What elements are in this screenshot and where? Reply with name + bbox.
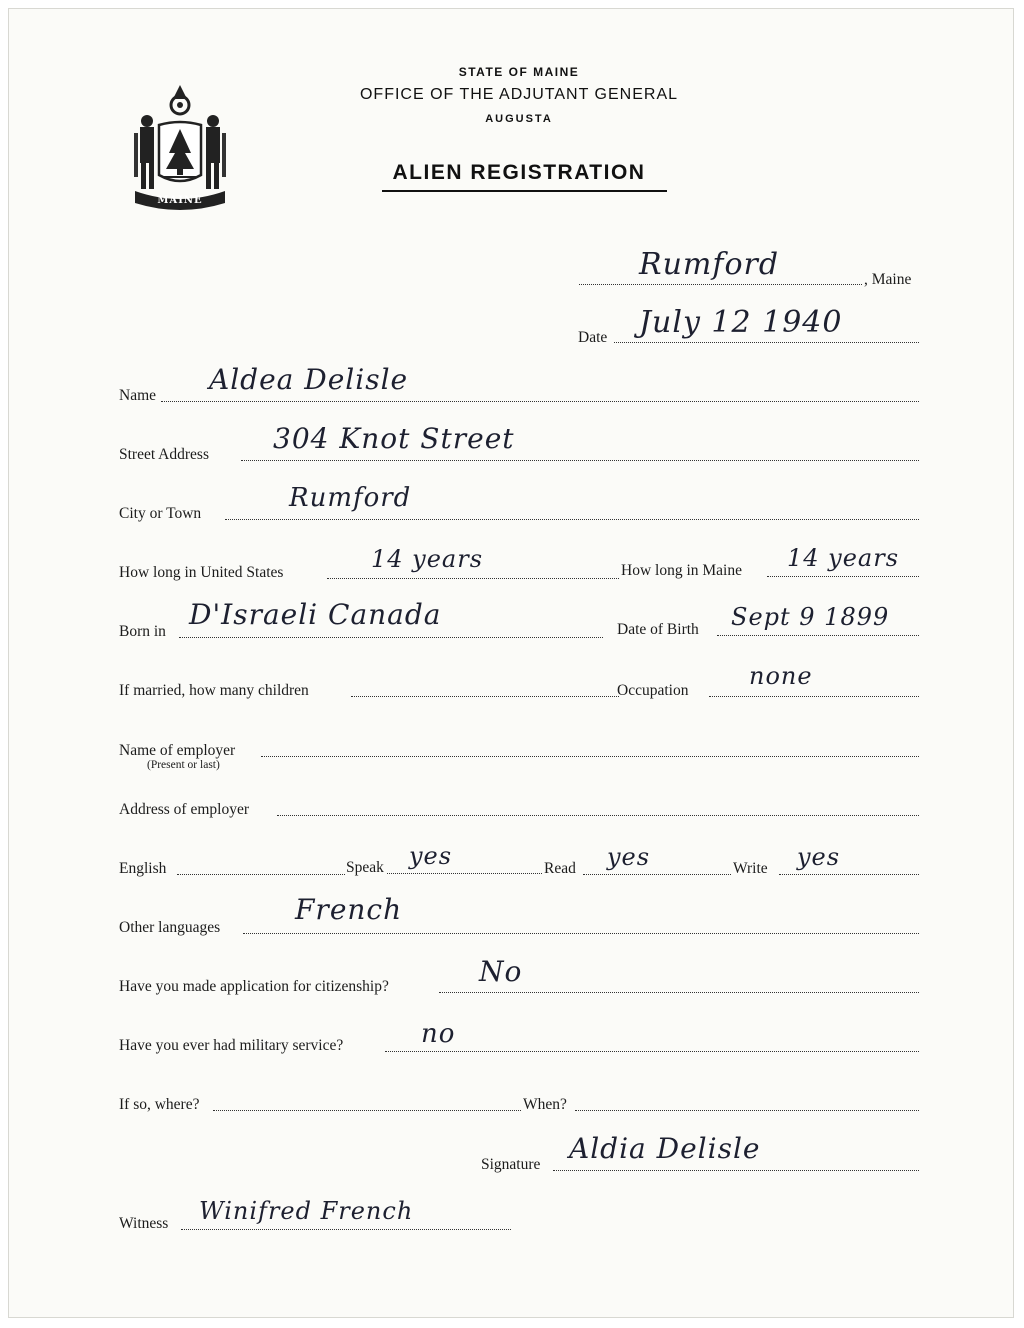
employer-address-label: Address of employer: [119, 801, 249, 818]
witness-entry: Winifred French: [199, 1197, 414, 1225]
speak-line: [387, 873, 542, 874]
town-line: [579, 284, 862, 285]
street-address-label: Street Address: [119, 446, 209, 463]
born-in-entry: D'Israeli Canada: [189, 598, 442, 631]
name-line: [161, 401, 919, 402]
other-languages-label: Other languages: [119, 919, 221, 936]
street-address-entry: 304 Knot Street: [273, 422, 515, 455]
state-heading: STATE OF MAINE: [458, 65, 580, 79]
speak-entry: yes: [409, 842, 453, 870]
married-children-label: If married, how many children: [119, 682, 309, 699]
employer-name-note: (Present or last): [147, 759, 220, 771]
born-in-line: [179, 637, 603, 638]
how-long-us-line: [327, 578, 619, 579]
how-long-maine-entry: 14 years: [787, 544, 900, 572]
date-line: [614, 342, 919, 343]
how-long-maine-label: How long in Maine: [621, 562, 742, 579]
employer-name-label: Name of employer: [119, 742, 236, 759]
when-label: When?: [523, 1096, 567, 1113]
citizenship-line: [439, 992, 919, 993]
read-line: [583, 874, 731, 875]
registration-form: [8, 8, 1014, 1318]
date-of-birth-entry: Sept 9 1899: [731, 603, 890, 631]
military-label: Have you ever had military service?: [119, 1037, 344, 1054]
signature-label: Signature: [481, 1156, 541, 1173]
military-entry: no: [421, 1019, 456, 1049]
married-children-line: [351, 696, 619, 697]
read-entry: yes: [607, 843, 651, 871]
street-address-line: [241, 460, 919, 461]
title-underline: [382, 190, 667, 192]
witness-line: [181, 1229, 511, 1230]
city-or-town-entry: Rumford: [289, 483, 412, 513]
born-in-label: Born in: [119, 623, 166, 640]
witness-label: Witness: [119, 1215, 169, 1232]
signature-line: [553, 1170, 919, 1171]
if-so-where-line: [213, 1110, 521, 1111]
speak-label: Speak: [346, 859, 384, 876]
citizenship-label: Have you made application for citizenship?: [119, 978, 389, 995]
how-long-maine-line: [767, 576, 919, 577]
signature-entry: Aldia Delisle: [569, 1132, 761, 1165]
town-entry: Rumford: [639, 247, 780, 282]
occupation-line: [709, 696, 919, 697]
employer-address-line: [277, 815, 919, 816]
form-title: ALIEN REGISTRATION: [392, 161, 646, 184]
date-label: Date: [578, 329, 608, 346]
date-of-birth-label: Date of Birth: [617, 621, 699, 638]
when-line: [575, 1110, 919, 1111]
military-line: [385, 1051, 919, 1052]
city-or-town-label: City or Town: [119, 505, 202, 522]
seal-banner: MAINE: [157, 195, 203, 206]
city-heading: AUGUSTA: [485, 113, 553, 125]
occupation-label: Occupation: [617, 682, 689, 699]
other-languages-line: [243, 933, 919, 934]
other-languages-entry: French: [295, 893, 403, 926]
date-entry: July 12 1940: [639, 305, 843, 340]
office-heading: OFFICE OF THE ADJUTANT GENERAL: [359, 86, 679, 103]
write-entry: yes: [797, 843, 841, 871]
name-entry: Aldea Delisle: [209, 363, 409, 396]
read-label: Read: [544, 860, 576, 877]
name-label: Name: [119, 387, 157, 404]
how-long-us-label: How long in United States: [119, 564, 284, 581]
state-seal-icon: [125, 83, 235, 211]
if-so-where-label: If so, where?: [119, 1096, 200, 1113]
citizenship-entry: No: [479, 955, 523, 988]
occupation-entry: none: [749, 662, 813, 690]
write-line: [779, 874, 919, 875]
english-label: English: [119, 860, 167, 877]
employer-name-line: [261, 756, 919, 757]
city-or-town-line: [225, 519, 919, 520]
maine-suffix-label: , Maine: [864, 271, 912, 288]
english-line: [177, 874, 345, 875]
how-long-us-entry: 14 years: [371, 545, 484, 573]
date-of-birth-line: [717, 635, 919, 636]
write-label: Write: [733, 860, 768, 877]
